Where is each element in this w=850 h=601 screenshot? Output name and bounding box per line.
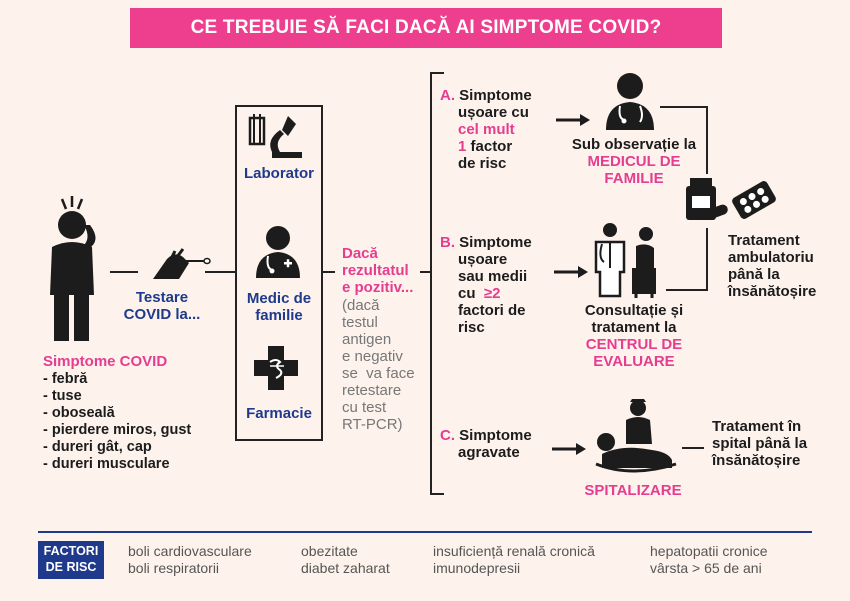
footer-divider bbox=[38, 531, 812, 533]
note-line: retestare bbox=[342, 382, 402, 399]
risk-item: hepatopatii cronice bbox=[650, 543, 768, 559]
symptom-item: - oboseală bbox=[43, 405, 115, 421]
symptom-item: - pierdere miros, gust bbox=[43, 422, 192, 438]
arrow-right-icon bbox=[556, 114, 592, 126]
family-doctor-icon bbox=[602, 72, 658, 132]
sick-person-icon bbox=[38, 195, 118, 345]
retest-note bbox=[342, 297, 422, 433]
place-label-farmacie: Farmacie bbox=[246, 405, 312, 422]
case-text: 1 bbox=[458, 138, 467, 155]
case-text: Simptome bbox=[459, 427, 532, 444]
doctor-icon bbox=[252, 224, 304, 280]
case-c-outcome: SPITALIZARE bbox=[584, 482, 682, 499]
note-line: e negativ bbox=[342, 348, 403, 365]
place-label-medic bbox=[237, 290, 321, 324]
risk-item: boli respiratorii bbox=[128, 560, 220, 576]
symptoms-block bbox=[43, 353, 243, 473]
risk-item: imunodepresii bbox=[433, 560, 521, 576]
case-text: cu bbox=[458, 285, 484, 302]
case-letter: C. bbox=[440, 427, 455, 444]
case-text: ≥2 bbox=[483, 285, 501, 302]
positive-line: e pozitiv... bbox=[342, 279, 414, 296]
note-line: antigen bbox=[342, 331, 392, 348]
case-text: ușoare bbox=[458, 251, 508, 268]
risk-item: boli cardiovasculare bbox=[128, 543, 252, 559]
case-text: ușoare cu bbox=[458, 104, 529, 121]
outcome-line: FAMILIE bbox=[604, 170, 664, 187]
note-line: cu test bbox=[342, 399, 387, 416]
case-text: factori de bbox=[458, 302, 526, 319]
evaluation-center-icon bbox=[592, 222, 664, 298]
note-line: testul bbox=[342, 314, 378, 331]
note-line: (dacă bbox=[342, 297, 380, 314]
connector-line bbox=[666, 289, 708, 291]
treatment-line: Tratament în bbox=[712, 418, 802, 435]
positive-line: rezultatul bbox=[342, 262, 409, 279]
risk-label-line: FACTORI bbox=[43, 544, 99, 558]
symptom-item: - dureri gât, cap bbox=[43, 439, 152, 455]
outcome-line: EVALUARE bbox=[593, 353, 675, 370]
treatment-line: ambulatoriu bbox=[728, 249, 814, 266]
treatment-line: însănătoșire bbox=[728, 283, 817, 300]
case-text: Simptome bbox=[459, 234, 532, 251]
case-text: de risc bbox=[458, 155, 507, 172]
page-title: CE TREBUIE SĂ FACI DACĂ AI SIMPTOME COVID? bbox=[130, 8, 722, 48]
positive-result-label bbox=[342, 245, 424, 296]
risk-column bbox=[650, 543, 768, 577]
risk-label-line: DE RISC bbox=[45, 560, 97, 574]
arrow-right-icon bbox=[552, 443, 588, 455]
testing-line: COVID la... bbox=[123, 306, 201, 323]
risk-column bbox=[433, 543, 595, 577]
connector-line bbox=[706, 106, 708, 174]
risk-column bbox=[301, 543, 390, 577]
case-letter: B. bbox=[440, 234, 455, 251]
case-b-outcome bbox=[560, 302, 708, 370]
case-text: factor bbox=[466, 138, 513, 155]
outcome-line: tratament la bbox=[591, 319, 677, 336]
outcome-line: Consultație și bbox=[584, 302, 684, 319]
case-bracket bbox=[430, 72, 432, 495]
risk-factors-badge bbox=[38, 541, 104, 579]
swab-test-icon bbox=[145, 235, 215, 285]
treatment-line: Tratament bbox=[728, 232, 800, 249]
treatment-line: spital până la bbox=[712, 435, 808, 452]
place-label-line: Medic de bbox=[246, 290, 312, 307]
note-line: RT-PCR) bbox=[342, 416, 403, 433]
symptom-item: - febră bbox=[43, 371, 88, 387]
case-text: sau medii bbox=[458, 268, 528, 285]
case-text: cel mult bbox=[458, 121, 515, 138]
symptom-item: - tuse bbox=[43, 388, 82, 404]
outcome-line: MEDICUL DE bbox=[587, 153, 681, 170]
case-letter: A. bbox=[440, 87, 455, 104]
medicine-icon bbox=[684, 176, 780, 224]
place-label-laborator: Laborator bbox=[243, 165, 314, 182]
note-line: se va face bbox=[342, 365, 415, 382]
connector-line bbox=[682, 447, 704, 449]
case-c-text bbox=[440, 427, 550, 461]
connector-line bbox=[706, 228, 708, 291]
arrow-right-icon bbox=[554, 266, 590, 278]
treatment-line: însănătoșire bbox=[712, 452, 801, 469]
outcome-line: Sub observație la bbox=[571, 136, 697, 153]
place-label-line: familie bbox=[255, 307, 303, 324]
ambulatory-treatment bbox=[728, 232, 846, 300]
case-bracket-top bbox=[430, 72, 444, 74]
symptom-item: - dureri musculare bbox=[43, 456, 170, 472]
case-text: agravate bbox=[458, 444, 520, 461]
connector-line bbox=[110, 271, 138, 273]
testing-label bbox=[112, 289, 212, 323]
positive-line: Dacă bbox=[342, 245, 378, 262]
case-text: Simptome bbox=[459, 87, 532, 104]
risk-item: vârsta > 65 de ani bbox=[650, 560, 762, 576]
case-text: risc bbox=[458, 319, 485, 336]
outcome-line: CENTRUL DE bbox=[585, 336, 683, 353]
risk-item: obezitate bbox=[301, 543, 358, 559]
risk-item: insuficiență renală cronică bbox=[433, 543, 595, 559]
treatment-line: până la bbox=[728, 266, 780, 283]
hospital-treatment bbox=[712, 418, 842, 469]
connector-line bbox=[660, 106, 708, 108]
hospital-bed-icon bbox=[592, 398, 678, 476]
risk-item: diabet zaharat bbox=[301, 560, 390, 576]
case-b-text bbox=[440, 234, 550, 336]
risk-column bbox=[128, 543, 252, 577]
symptoms-heading: Simptome COVID bbox=[43, 353, 168, 370]
pharmacy-cross-icon bbox=[252, 344, 300, 392]
case-a-text bbox=[440, 87, 550, 172]
testing-line: Testare bbox=[135, 289, 189, 306]
case-bracket-bottom bbox=[430, 493, 444, 495]
connector-line bbox=[321, 271, 335, 273]
lab-icon bbox=[244, 112, 314, 164]
